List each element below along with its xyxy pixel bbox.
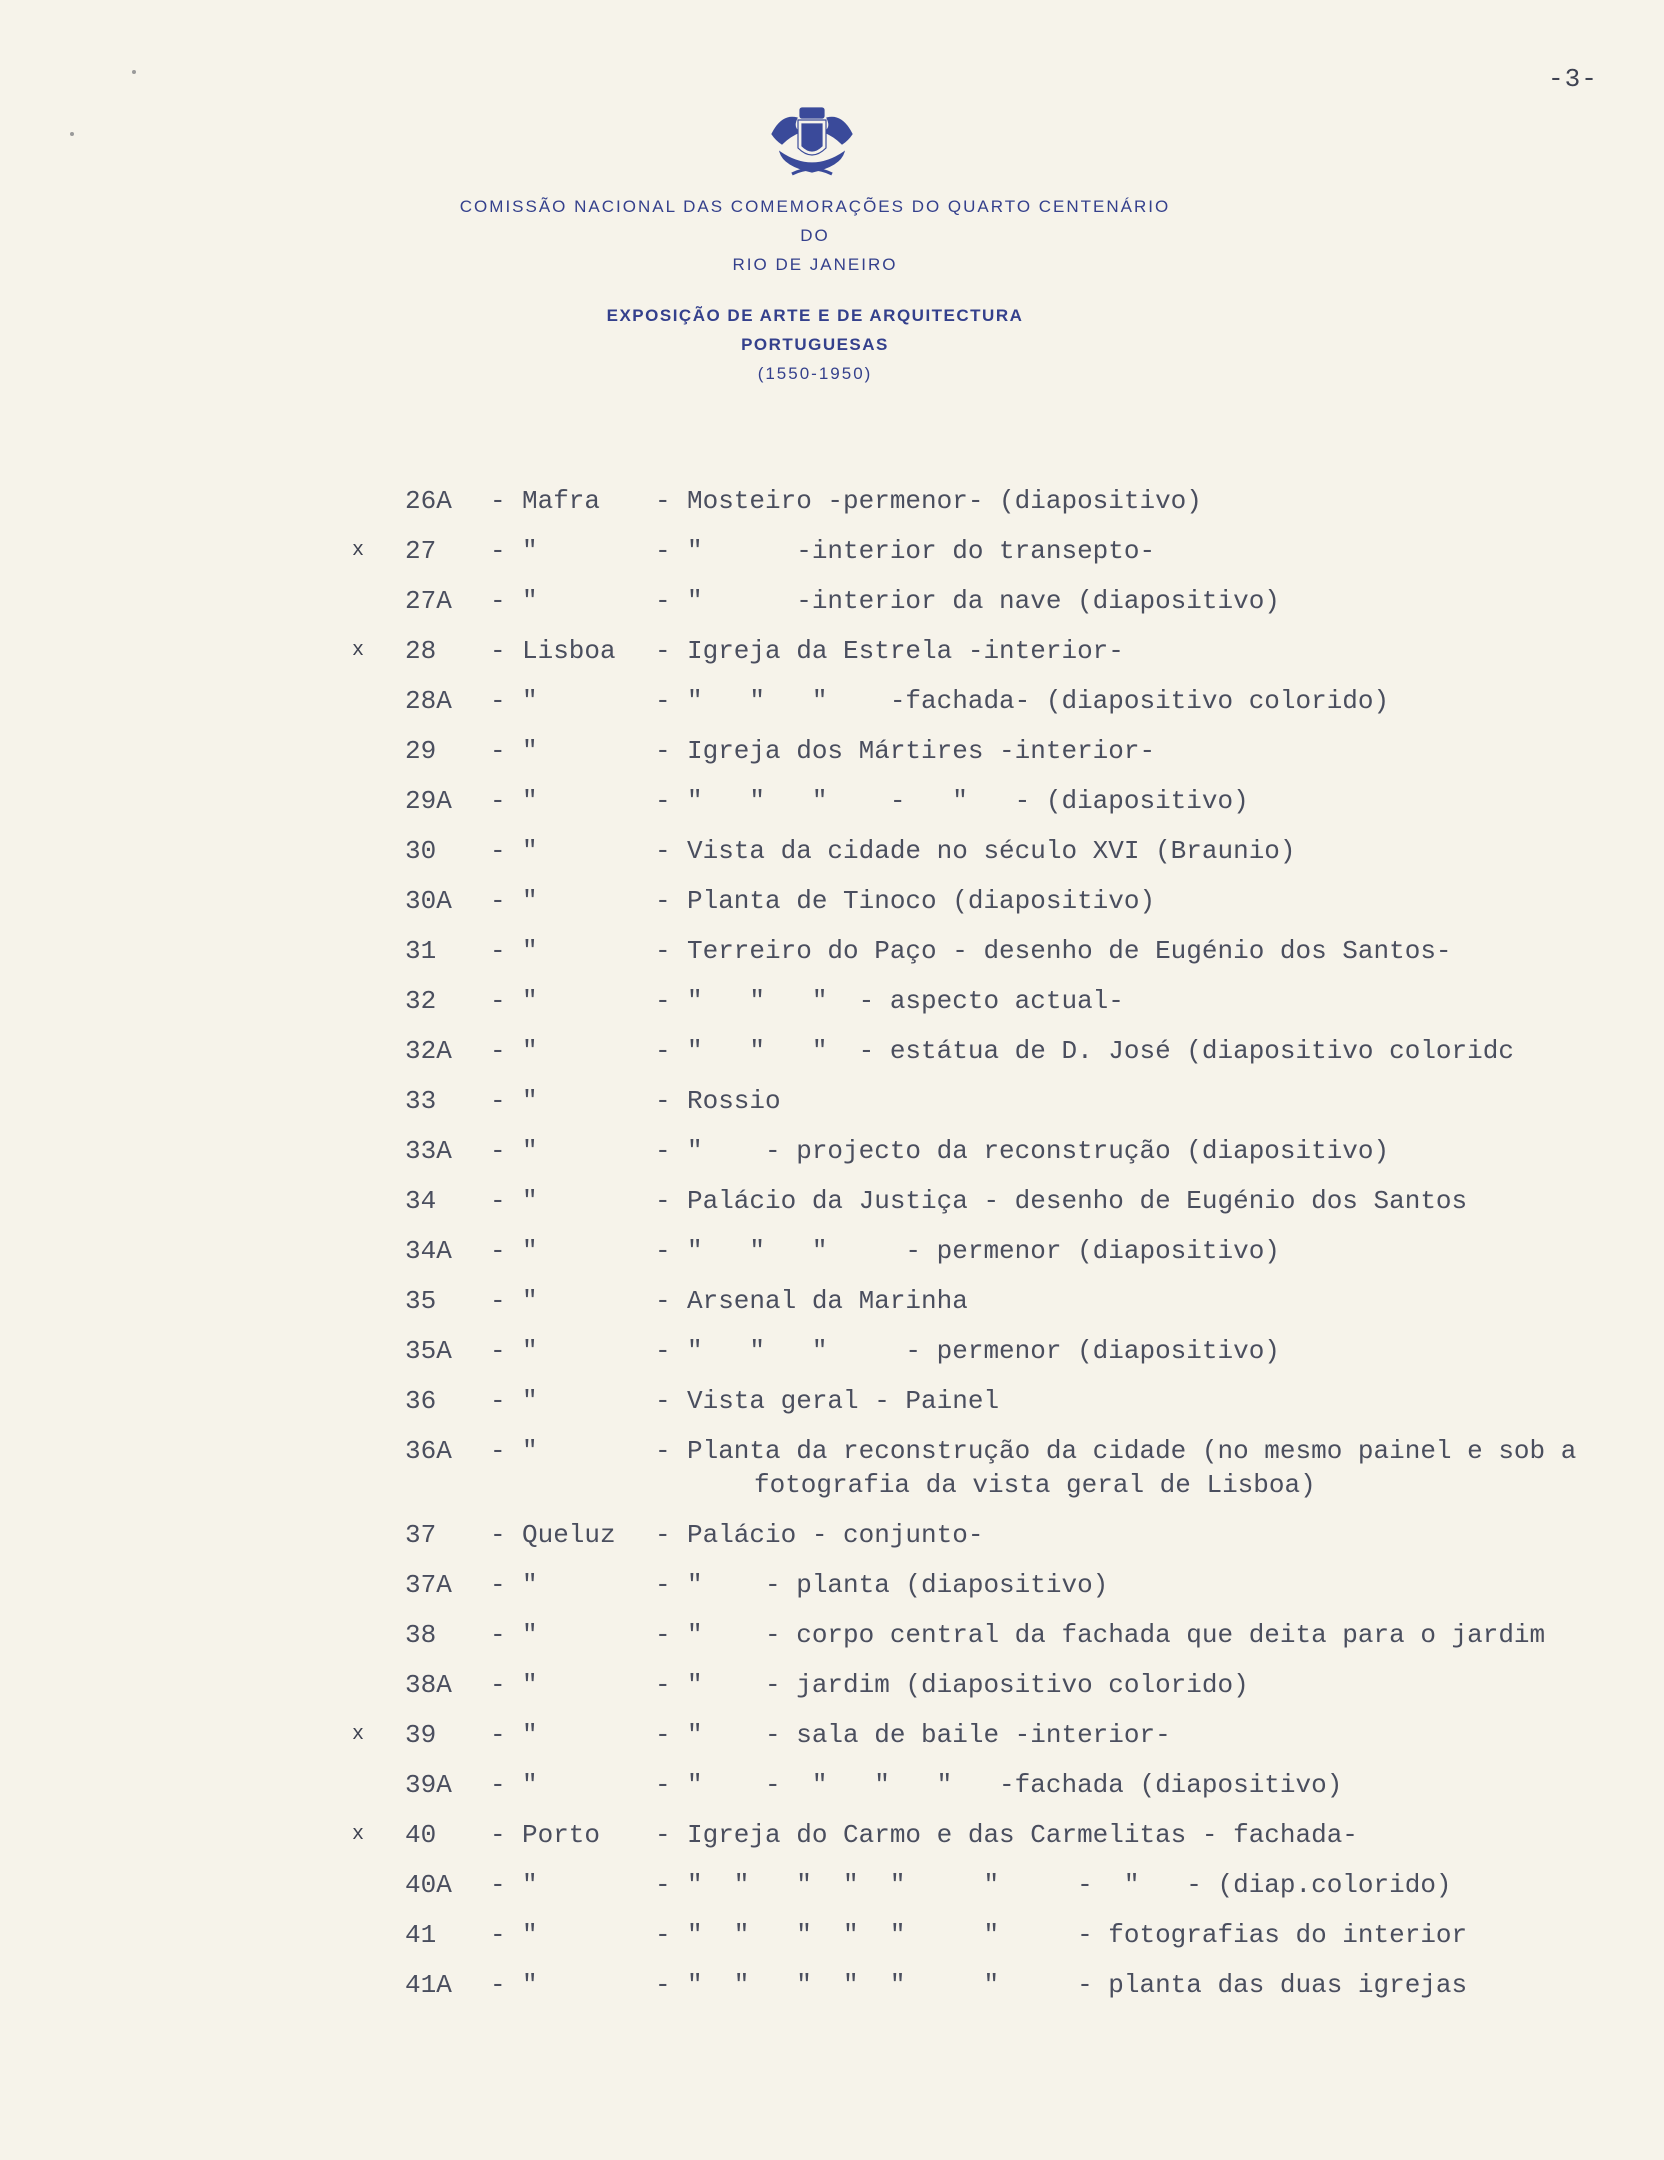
entry-description: " -interior do transepto- <box>687 536 1156 566</box>
entry-dash: - <box>655 1436 671 1466</box>
entry-description: Palácio - conjunto- <box>687 1520 984 1550</box>
entry-dash: - <box>490 1286 506 1316</box>
entry-number: 41 <box>405 1920 437 1950</box>
entry-description: Igreja dos Mártires -interior- <box>687 736 1156 766</box>
entry-place: " <box>522 1136 538 1166</box>
list-item <box>0 534 1664 584</box>
entry-description: Arsenal da Marinha <box>687 1286 968 1316</box>
entry-dash: - <box>490 1970 506 2000</box>
entry-description: " " " " " " - " - (diap.colorido) <box>687 1870 1452 1900</box>
list-item <box>0 934 1664 984</box>
entry-dash: - <box>490 1336 506 1366</box>
entry-dash: - <box>490 736 506 766</box>
entry-number: 28 <box>405 636 437 666</box>
entry-description: Vista geral - Painel <box>687 1386 1000 1416</box>
letterhead-years: (1550-1950) <box>757 364 873 383</box>
entry-description: Palácio da Justiça - desenho de Eugénio dos Santos <box>687 1186 1468 1216</box>
entry-dash: - <box>490 1236 506 1266</box>
entry-place: " <box>522 536 538 566</box>
entry-dash: - <box>655 1386 671 1416</box>
entry-dash: - <box>655 1086 671 1116</box>
list-item <box>0 1568 1664 1618</box>
list-item <box>0 634 1664 684</box>
list-item <box>0 984 1664 1034</box>
ink-speck <box>70 132 74 136</box>
entry-description: " - " " " -fachada (diapositivo) <box>687 1770 1343 1800</box>
entry-dash: - <box>655 986 671 1016</box>
entry-description: " - projecto da reconstrução (diapositivo) <box>687 1136 1390 1166</box>
entry-dash: - <box>490 1820 506 1850</box>
entry-place: " <box>522 686 538 716</box>
entry-dash: - <box>655 686 671 716</box>
list-item <box>0 1968 1664 2018</box>
ink-speck <box>132 70 136 74</box>
list-item <box>0 1518 1664 1568</box>
entry-number: 37 <box>405 1520 437 1550</box>
entry-dash: - <box>655 536 671 566</box>
list-item <box>0 1618 1664 1668</box>
list-item <box>0 1868 1664 1918</box>
list-item <box>0 1084 1664 1134</box>
entry-description: Planta da reconstrução da cidade (no mesmo painel e sob a <box>687 1436 1577 1466</box>
entry-number: 26A <box>405 486 452 516</box>
list-item <box>0 834 1664 884</box>
entry-dash: - <box>655 1520 671 1550</box>
entry-number: 37A <box>405 1570 452 1600</box>
entry-place: " <box>522 1920 538 1950</box>
entry-dash: - <box>490 886 506 916</box>
entry-description: Rossio <box>687 1086 781 1116</box>
letterhead-rio: RIO DE JANEIRO <box>732 255 898 274</box>
entry-dash: - <box>490 1670 506 1700</box>
entry-description: " -interior da nave (diapositivo) <box>687 586 1280 616</box>
entry-description: " " " - permenor (diapositivo) <box>687 1236 1280 1266</box>
entry-description: " " " -fachada- (diapositivo colorido) <box>687 686 1390 716</box>
entry-dash: - <box>655 1820 671 1850</box>
list-item <box>0 1818 1664 1868</box>
entry-dash: - <box>490 686 506 716</box>
entry-dash: - <box>490 1086 506 1116</box>
entry-dash: - <box>490 536 506 566</box>
entry-dash: - <box>490 486 506 516</box>
entry-dash: - <box>655 1770 671 1800</box>
entry-place: Lisboa <box>522 636 616 666</box>
entry-dash: - <box>655 1620 671 1650</box>
entry-description: Mosteiro -permenor- (diapositivo) <box>687 486 1202 516</box>
entry-place: " <box>522 886 538 916</box>
entry-mark: x <box>352 539 365 562</box>
letterhead-do: DO <box>800 226 830 245</box>
entry-mark: x <box>352 639 365 662</box>
entry-number: 38 <box>405 1620 437 1650</box>
entry-number: 40A <box>405 1870 452 1900</box>
entry-number: 30A <box>405 886 452 916</box>
entry-dash: - <box>490 1136 506 1166</box>
entry-number: 31 <box>405 936 437 966</box>
entry-dash: - <box>490 1036 506 1066</box>
entry-number: 34A <box>405 1236 452 1266</box>
list-item <box>0 484 1664 534</box>
entry-number: 32A <box>405 1036 452 1066</box>
list-item <box>0 884 1664 934</box>
entry-number: 39 <box>405 1720 437 1750</box>
entry-number: 35 <box>405 1286 437 1316</box>
entry-number: 29A <box>405 786 452 816</box>
entry-number: 30 <box>405 836 437 866</box>
entry-number: 27A <box>405 586 452 616</box>
entry-place: " <box>522 986 538 1016</box>
list-item <box>0 1134 1664 1184</box>
entry-dash: - <box>490 1770 506 1800</box>
entry-description: Terreiro do Paço - desenho de Eugénio dos Santos- <box>687 936 1452 966</box>
entry-place: " <box>522 1186 538 1216</box>
entry-number: 32 <box>405 986 437 1016</box>
entry-description: " - corpo central da fachada que deita para o jardim <box>687 1620 1546 1650</box>
entry-place: " <box>522 1720 538 1750</box>
entry-description-continued: fotografia da vista geral de Lisboa) <box>754 1470 1316 1500</box>
entry-dash: - <box>655 1870 671 1900</box>
entry-dash: - <box>655 1970 671 2000</box>
list-item <box>0 1668 1664 1718</box>
entry-number: 27 <box>405 536 437 566</box>
entry-place: " <box>522 1670 538 1700</box>
list-item <box>0 1184 1664 1234</box>
entry-mark: x <box>352 1723 365 1746</box>
entry-place: " <box>522 1286 538 1316</box>
entry-place: " <box>522 1386 538 1416</box>
entry-description: " - jardim (diapositivo colorido) <box>687 1670 1249 1700</box>
entry-description: " " " - estátua de D. José (diapositivo coloridc <box>687 1036 1514 1066</box>
page-number: -3- <box>1548 64 1598 94</box>
entry-description: " " " - " - (diapositivo) <box>687 786 1249 816</box>
entry-dash: - <box>655 1186 671 1216</box>
entry-place: " <box>522 1086 538 1116</box>
list-item <box>0 684 1664 734</box>
entry-place: " <box>522 1570 538 1600</box>
entry-dash: - <box>655 636 671 666</box>
list-item <box>0 1384 1664 1434</box>
entry-place: " <box>522 786 538 816</box>
entry-number: 36A <box>405 1436 452 1466</box>
entry-dash: - <box>490 1870 506 1900</box>
entry-dash: - <box>490 786 506 816</box>
letterhead-commission: COMISSÃO NACIONAL DAS COMEMORAÇÕES DO QUARTO CENTENÁRIO <box>459 197 1171 216</box>
letterhead-exhibition: EXPOSIÇÃO DE ARTE E DE ARQUITECTURA <box>606 306 1024 325</box>
entry-description: " " " - aspecto actual- <box>687 986 1124 1016</box>
entry-dash: - <box>655 1670 671 1700</box>
list-item <box>0 1918 1664 1968</box>
entry-place: " <box>522 1970 538 2000</box>
entry-place: " <box>522 1870 538 1900</box>
list-item <box>0 1434 1664 1518</box>
list-item <box>0 1284 1664 1334</box>
entry-description: Vista da cidade no século XVI (Braunio) <box>687 836 1296 866</box>
entry-dash: - <box>655 836 671 866</box>
entry-description: " " " - permenor (diapositivo) <box>687 1336 1280 1366</box>
entry-place: Porto <box>522 1820 601 1850</box>
entry-mark: x <box>352 1823 365 1846</box>
entry-dash: - <box>655 486 671 516</box>
entry-dash: - <box>490 1620 506 1650</box>
entry-dash: - <box>655 1036 671 1066</box>
entry-dash: - <box>490 1436 506 1466</box>
list-item <box>0 1234 1664 1284</box>
entry-number: 40 <box>405 1820 437 1850</box>
list-item <box>0 1334 1664 1384</box>
entry-place: " <box>522 1036 538 1066</box>
entry-dash: - <box>655 1336 671 1366</box>
entry-number: 33A <box>405 1136 452 1166</box>
entry-dash: - <box>490 986 506 1016</box>
entry-number: 35A <box>405 1336 452 1366</box>
entry-description: Planta de Tinoco (diapositivo) <box>687 886 1156 916</box>
entry-description: Igreja da Estrela -interior- <box>687 636 1124 666</box>
entry-dash: - <box>490 836 506 866</box>
entry-place: " <box>522 1336 538 1366</box>
entry-dash: - <box>490 636 506 666</box>
entry-number: 36 <box>405 1386 437 1416</box>
entry-description: Igreja do Carmo e das Carmelitas - fachada- <box>687 1820 1358 1850</box>
list-item <box>0 784 1664 834</box>
entry-dash: - <box>655 1236 671 1266</box>
entry-dash: - <box>490 1186 506 1216</box>
entry-dash: - <box>655 1570 671 1600</box>
entry-dash: - <box>490 936 506 966</box>
entry-place: Queluz <box>522 1520 616 1550</box>
entry-description: " " " " " " - fotografias do interior <box>687 1920 1468 1950</box>
entry-dash: - <box>490 1920 506 1950</box>
entry-description: " - sala de baile -interior- <box>687 1720 1171 1750</box>
letterhead <box>400 192 1230 388</box>
entry-place: " <box>522 936 538 966</box>
entry-dash: - <box>490 1520 506 1550</box>
entry-dash: - <box>490 586 506 616</box>
entry-dash: - <box>655 936 671 966</box>
entry-place: Mafra <box>522 486 601 516</box>
entry-number: 41A <box>405 1970 452 2000</box>
list-item <box>0 1718 1664 1768</box>
entry-dash: - <box>490 1720 506 1750</box>
entry-description: " " " " " " - planta das duas igrejas <box>687 1970 1468 2000</box>
entry-dash: - <box>655 1720 671 1750</box>
entry-number: 29 <box>405 736 437 766</box>
list-item <box>0 1034 1664 1084</box>
entry-description: " - planta (diapositivo) <box>687 1570 1109 1600</box>
entry-number: 38A <box>405 1670 452 1700</box>
entry-number: 28A <box>405 686 452 716</box>
entry-dash: - <box>490 1386 506 1416</box>
entry-dash: - <box>655 1920 671 1950</box>
entry-place: " <box>522 1620 538 1650</box>
entry-dash: - <box>490 1570 506 1600</box>
list-item <box>0 1768 1664 1818</box>
entry-place: " <box>522 1770 538 1800</box>
catalogue-list <box>0 484 1664 2018</box>
list-item <box>0 734 1664 784</box>
entry-place: " <box>522 1236 538 1266</box>
entry-number: 33 <box>405 1086 437 1116</box>
entry-dash: - <box>655 1286 671 1316</box>
letterhead-portuguesas: PORTUGUESAS <box>741 335 889 354</box>
entry-dash: - <box>655 886 671 916</box>
entry-dash: - <box>655 736 671 766</box>
entry-number: 34 <box>405 1186 437 1216</box>
entry-dash: - <box>655 1136 671 1166</box>
entry-place: " <box>522 836 538 866</box>
entry-number: 39A <box>405 1770 452 1800</box>
list-item <box>0 584 1664 634</box>
entry-place: " <box>522 1436 538 1466</box>
coat-of-arms-icon <box>762 104 862 182</box>
entry-place: " <box>522 736 538 766</box>
entry-dash: - <box>655 586 671 616</box>
entry-dash: - <box>655 786 671 816</box>
entry-place: " <box>522 586 538 616</box>
